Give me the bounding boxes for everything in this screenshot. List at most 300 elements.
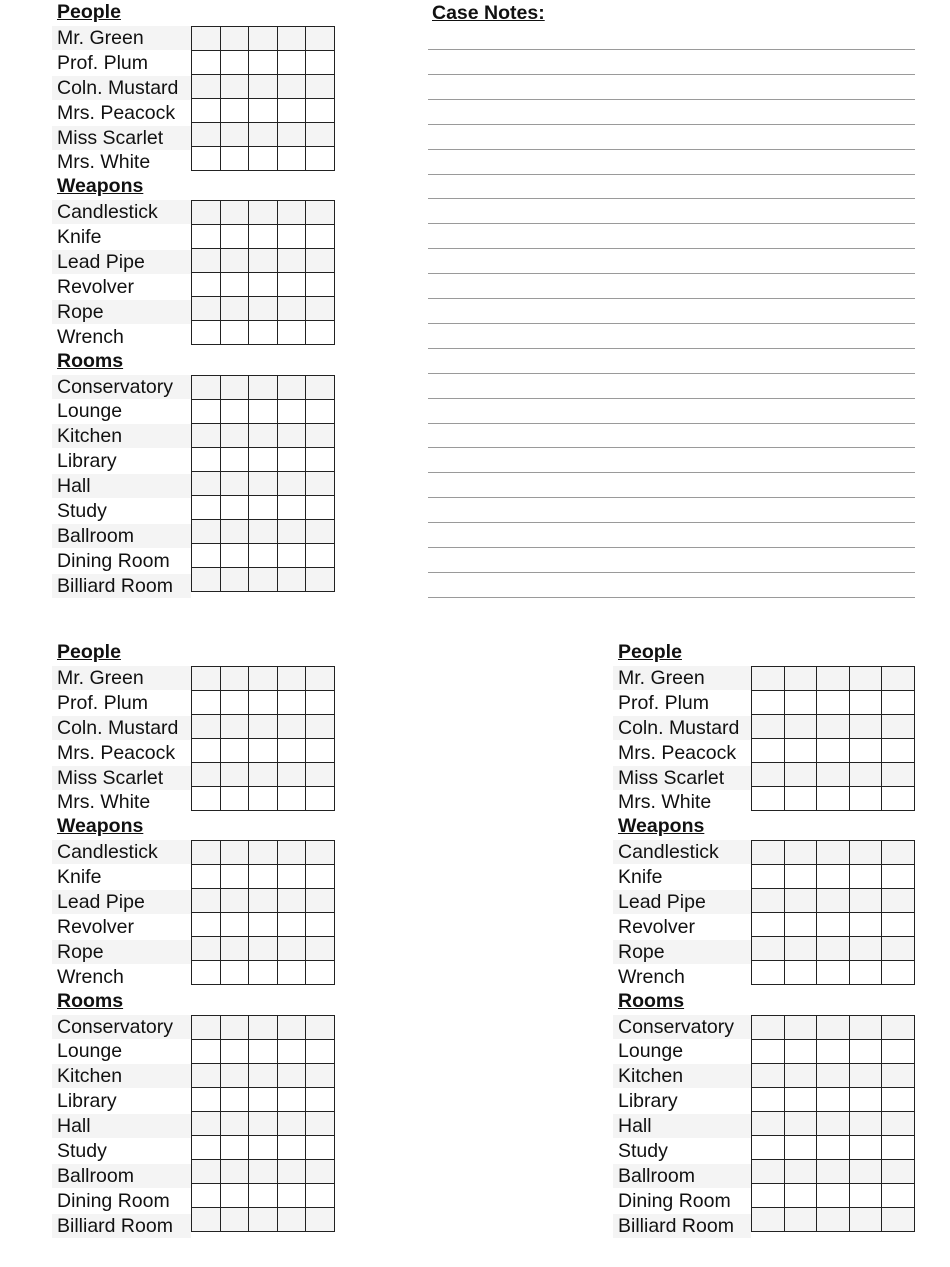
check-cell[interactable] [306, 495, 335, 519]
check-cell[interactable] [220, 1087, 249, 1111]
check-cell[interactable] [192, 1039, 221, 1063]
check-cell[interactable] [249, 471, 278, 495]
check-cell[interactable] [192, 1207, 221, 1231]
note-line[interactable] [428, 248, 915, 249]
check-cell[interactable] [784, 1207, 817, 1231]
check-cell[interactable] [849, 865, 882, 889]
check-cell[interactable] [752, 1039, 785, 1063]
check-cell[interactable] [849, 714, 882, 738]
note-line[interactable] [428, 373, 915, 374]
check-cell[interactable] [277, 738, 306, 762]
check-cell[interactable] [752, 865, 785, 889]
check-cell[interactable] [849, 1159, 882, 1183]
check-cell[interactable] [752, 1207, 785, 1231]
check-cell[interactable] [849, 913, 882, 937]
check-cell[interactable] [220, 273, 249, 297]
check-cell[interactable] [277, 225, 306, 249]
check-cell[interactable] [784, 1111, 817, 1135]
check-cell[interactable] [192, 738, 221, 762]
check-cell[interactable] [849, 1087, 882, 1111]
check-cell[interactable] [849, 961, 882, 985]
check-cell[interactable] [249, 74, 278, 98]
check-cell[interactable] [882, 889, 915, 913]
check-cell[interactable] [306, 423, 335, 447]
note-line[interactable] [428, 348, 915, 349]
check-cell[interactable] [249, 321, 278, 345]
check-cell[interactable] [784, 690, 817, 714]
check-cell[interactable] [220, 495, 249, 519]
check-cell[interactable] [784, 1039, 817, 1063]
check-cell[interactable] [882, 961, 915, 985]
check-cell[interactable] [277, 297, 306, 321]
check-cell[interactable] [277, 1039, 306, 1063]
check-cell[interactable] [882, 786, 915, 810]
note-line[interactable] [428, 323, 915, 324]
check-cell[interactable] [249, 786, 278, 810]
check-cell[interactable] [817, 1039, 850, 1063]
check-cell[interactable] [192, 567, 221, 591]
check-cell[interactable] [249, 1159, 278, 1183]
check-cell[interactable] [306, 1015, 335, 1039]
check-cell[interactable] [306, 98, 335, 122]
check-cell[interactable] [784, 1159, 817, 1183]
check-cell[interactable] [220, 74, 249, 98]
check-cell[interactable] [277, 841, 306, 865]
check-cell[interactable] [249, 913, 278, 937]
check-cell[interactable] [192, 1015, 221, 1039]
note-line[interactable] [428, 597, 915, 598]
check-cell[interactable] [306, 1087, 335, 1111]
check-cell[interactable] [306, 74, 335, 98]
check-cell[interactable] [752, 1111, 785, 1135]
check-cell[interactable] [220, 447, 249, 471]
check-cell[interactable] [277, 567, 306, 591]
check-cell[interactable] [249, 714, 278, 738]
note-line[interactable] [428, 149, 915, 150]
check-cell[interactable] [306, 375, 335, 399]
check-cell[interactable] [277, 690, 306, 714]
check-cell[interactable] [220, 1207, 249, 1231]
check-cell[interactable] [277, 865, 306, 889]
check-cell[interactable] [784, 865, 817, 889]
check-cell[interactable] [882, 1015, 915, 1039]
check-cell[interactable] [220, 1063, 249, 1087]
check-cell[interactable] [306, 201, 335, 225]
check-cell[interactable] [249, 1183, 278, 1207]
check-cell[interactable] [277, 249, 306, 273]
check-cell[interactable] [817, 762, 850, 786]
check-cell[interactable] [220, 937, 249, 961]
check-cell[interactable] [277, 495, 306, 519]
check-cell[interactable] [249, 1087, 278, 1111]
check-cell[interactable] [882, 841, 915, 865]
check-cell[interactable] [192, 1087, 221, 1111]
note-line[interactable] [428, 522, 915, 523]
check-cell[interactable] [192, 423, 221, 447]
check-cell[interactable] [277, 273, 306, 297]
check-cell[interactable] [752, 1063, 785, 1087]
check-cell[interactable] [784, 786, 817, 810]
check-cell[interactable] [277, 937, 306, 961]
check-cell[interactable] [849, 786, 882, 810]
check-cell[interactable] [277, 543, 306, 567]
note-line[interactable] [428, 49, 915, 50]
check-cell[interactable] [249, 762, 278, 786]
check-cell[interactable] [192, 714, 221, 738]
check-cell[interactable] [784, 1087, 817, 1111]
note-line[interactable] [428, 99, 915, 100]
check-cell[interactable] [784, 1063, 817, 1087]
check-cell[interactable] [192, 865, 221, 889]
check-cell[interactable] [306, 122, 335, 146]
check-cell[interactable] [249, 98, 278, 122]
check-cell[interactable] [882, 1207, 915, 1231]
check-cell[interactable] [192, 786, 221, 810]
check-cell[interactable] [220, 26, 249, 50]
check-cell[interactable] [192, 375, 221, 399]
check-cell[interactable] [849, 841, 882, 865]
check-cell[interactable] [220, 375, 249, 399]
check-cell[interactable] [220, 1159, 249, 1183]
check-cell[interactable] [220, 762, 249, 786]
check-cell[interactable] [752, 738, 785, 762]
check-cell[interactable] [249, 1039, 278, 1063]
check-cell[interactable] [882, 937, 915, 961]
check-cell[interactable] [249, 1135, 278, 1159]
check-cell[interactable] [249, 567, 278, 591]
check-cell[interactable] [817, 889, 850, 913]
check-cell[interactable] [306, 666, 335, 690]
check-cell[interactable] [249, 1207, 278, 1231]
check-cell[interactable] [277, 1015, 306, 1039]
note-line[interactable] [428, 298, 915, 299]
check-cell[interactable] [192, 543, 221, 567]
check-cell[interactable] [220, 1183, 249, 1207]
check-cell[interactable] [277, 74, 306, 98]
check-cell[interactable] [882, 1039, 915, 1063]
check-cell[interactable] [784, 937, 817, 961]
check-cell[interactable] [752, 1135, 785, 1159]
check-cell[interactable] [192, 249, 221, 273]
check-cell[interactable] [249, 249, 278, 273]
check-cell[interactable] [220, 471, 249, 495]
check-cell[interactable] [752, 961, 785, 985]
check-cell[interactable] [277, 714, 306, 738]
check-cell[interactable] [220, 865, 249, 889]
check-cell[interactable] [849, 762, 882, 786]
check-cell[interactable] [817, 841, 850, 865]
check-cell[interactable] [817, 666, 850, 690]
check-cell[interactable] [306, 297, 335, 321]
check-cell[interactable] [277, 1063, 306, 1087]
check-cell[interactable] [249, 1063, 278, 1087]
check-cell[interactable] [882, 913, 915, 937]
check-cell[interactable] [249, 865, 278, 889]
check-cell[interactable] [752, 1087, 785, 1111]
check-cell[interactable] [817, 690, 850, 714]
check-cell[interactable] [849, 738, 882, 762]
check-cell[interactable] [277, 1111, 306, 1135]
check-cell[interactable] [249, 1015, 278, 1039]
check-cell[interactable] [752, 889, 785, 913]
check-cell[interactable] [220, 321, 249, 345]
check-cell[interactable] [249, 375, 278, 399]
check-cell[interactable] [249, 738, 278, 762]
check-cell[interactable] [882, 690, 915, 714]
check-cell[interactable] [784, 738, 817, 762]
check-cell[interactable] [882, 865, 915, 889]
check-cell[interactable] [249, 519, 278, 543]
check-cell[interactable] [849, 666, 882, 690]
check-cell[interactable] [849, 1039, 882, 1063]
check-cell[interactable] [882, 1159, 915, 1183]
check-cell[interactable] [882, 738, 915, 762]
check-cell[interactable] [817, 714, 850, 738]
check-cell[interactable] [784, 666, 817, 690]
check-cell[interactable] [817, 865, 850, 889]
check-cell[interactable] [277, 913, 306, 937]
check-cell[interactable] [306, 447, 335, 471]
check-cell[interactable] [817, 1015, 850, 1039]
check-cell[interactable] [220, 889, 249, 913]
check-cell[interactable] [220, 146, 249, 170]
check-cell[interactable] [249, 889, 278, 913]
check-cell[interactable] [306, 50, 335, 74]
check-cell[interactable] [249, 495, 278, 519]
check-cell[interactable] [306, 738, 335, 762]
check-cell[interactable] [192, 762, 221, 786]
check-cell[interactable] [220, 1039, 249, 1063]
check-cell[interactable] [220, 738, 249, 762]
check-cell[interactable] [192, 471, 221, 495]
check-cell[interactable] [882, 666, 915, 690]
check-cell[interactable] [220, 913, 249, 937]
check-cell[interactable] [752, 786, 785, 810]
check-cell[interactable] [277, 399, 306, 423]
check-cell[interactable] [220, 519, 249, 543]
check-cell[interactable] [306, 889, 335, 913]
check-cell[interactable] [192, 146, 221, 170]
check-cell[interactable] [277, 471, 306, 495]
check-cell[interactable] [277, 98, 306, 122]
check-cell[interactable] [306, 399, 335, 423]
check-cell[interactable] [192, 201, 221, 225]
check-cell[interactable] [277, 889, 306, 913]
note-line[interactable] [428, 223, 915, 224]
check-cell[interactable] [306, 762, 335, 786]
check-cell[interactable] [882, 714, 915, 738]
note-line[interactable] [428, 398, 915, 399]
check-cell[interactable] [192, 841, 221, 865]
check-cell[interactable] [192, 225, 221, 249]
check-cell[interactable] [192, 26, 221, 50]
check-cell[interactable] [249, 225, 278, 249]
check-cell[interactable] [220, 543, 249, 567]
check-cell[interactable] [752, 1183, 785, 1207]
check-cell[interactable] [277, 321, 306, 345]
check-cell[interactable] [306, 146, 335, 170]
note-line[interactable] [428, 174, 915, 175]
check-cell[interactable] [306, 690, 335, 714]
check-cell[interactable] [784, 841, 817, 865]
check-cell[interactable] [220, 1015, 249, 1039]
check-cell[interactable] [192, 937, 221, 961]
check-cell[interactable] [849, 1183, 882, 1207]
check-cell[interactable] [249, 447, 278, 471]
check-cell[interactable] [817, 1135, 850, 1159]
note-line[interactable] [428, 423, 915, 424]
check-cell[interactable] [220, 690, 249, 714]
check-cell[interactable] [817, 1063, 850, 1087]
check-cell[interactable] [752, 690, 785, 714]
check-cell[interactable] [277, 375, 306, 399]
check-cell[interactable] [277, 26, 306, 50]
check-cell[interactable] [817, 786, 850, 810]
check-cell[interactable] [306, 567, 335, 591]
check-cell[interactable] [249, 1111, 278, 1135]
check-cell[interactable] [277, 447, 306, 471]
check-cell[interactable] [306, 865, 335, 889]
check-cell[interactable] [306, 321, 335, 345]
check-cell[interactable] [306, 1183, 335, 1207]
check-cell[interactable] [784, 961, 817, 985]
check-cell[interactable] [752, 714, 785, 738]
check-cell[interactable] [752, 762, 785, 786]
check-cell[interactable] [882, 1111, 915, 1135]
check-cell[interactable] [192, 961, 221, 985]
check-cell[interactable] [220, 714, 249, 738]
check-cell[interactable] [277, 1183, 306, 1207]
note-line[interactable] [428, 74, 915, 75]
check-cell[interactable] [249, 543, 278, 567]
check-cell[interactable] [249, 399, 278, 423]
note-line[interactable] [428, 547, 915, 548]
check-cell[interactable] [306, 1159, 335, 1183]
check-cell[interactable] [817, 1207, 850, 1231]
check-cell[interactable] [817, 961, 850, 985]
check-cell[interactable] [192, 1063, 221, 1087]
check-cell[interactable] [192, 98, 221, 122]
check-cell[interactable] [306, 1135, 335, 1159]
check-cell[interactable] [784, 762, 817, 786]
check-cell[interactable] [882, 1063, 915, 1087]
check-cell[interactable] [249, 201, 278, 225]
check-cell[interactable] [192, 447, 221, 471]
check-cell[interactable] [277, 1087, 306, 1111]
check-cell[interactable] [192, 321, 221, 345]
check-cell[interactable] [784, 889, 817, 913]
check-cell[interactable] [752, 841, 785, 865]
check-cell[interactable] [249, 690, 278, 714]
check-cell[interactable] [277, 1159, 306, 1183]
check-cell[interactable] [306, 273, 335, 297]
check-cell[interactable] [784, 1183, 817, 1207]
check-cell[interactable] [220, 1111, 249, 1135]
check-cell[interactable] [849, 937, 882, 961]
check-cell[interactable] [306, 1207, 335, 1231]
check-cell[interactable] [220, 399, 249, 423]
check-cell[interactable] [306, 937, 335, 961]
check-cell[interactable] [817, 1087, 850, 1111]
check-cell[interactable] [752, 1015, 785, 1039]
check-cell[interactable] [192, 50, 221, 74]
check-cell[interactable] [784, 1015, 817, 1039]
check-cell[interactable] [306, 841, 335, 865]
check-cell[interactable] [277, 666, 306, 690]
check-cell[interactable] [192, 273, 221, 297]
check-cell[interactable] [882, 762, 915, 786]
check-cell[interactable] [306, 1063, 335, 1087]
check-cell[interactable] [192, 1111, 221, 1135]
check-cell[interactable] [306, 961, 335, 985]
check-cell[interactable] [784, 714, 817, 738]
check-cell[interactable] [784, 913, 817, 937]
check-cell[interactable] [249, 122, 278, 146]
check-cell[interactable] [817, 1159, 850, 1183]
check-cell[interactable] [306, 471, 335, 495]
check-cell[interactable] [277, 1207, 306, 1231]
check-cell[interactable] [882, 1183, 915, 1207]
check-cell[interactable] [220, 122, 249, 146]
check-cell[interactable] [306, 1039, 335, 1063]
check-cell[interactable] [277, 146, 306, 170]
check-cell[interactable] [849, 690, 882, 714]
check-cell[interactable] [192, 690, 221, 714]
check-cell[interactable] [277, 201, 306, 225]
check-cell[interactable] [249, 666, 278, 690]
check-cell[interactable] [277, 762, 306, 786]
check-cell[interactable] [192, 519, 221, 543]
check-cell[interactable] [249, 423, 278, 447]
check-cell[interactable] [220, 666, 249, 690]
check-cell[interactable] [192, 913, 221, 937]
check-cell[interactable] [277, 519, 306, 543]
check-cell[interactable] [817, 738, 850, 762]
check-cell[interactable] [192, 1135, 221, 1159]
note-line[interactable] [428, 198, 915, 199]
check-cell[interactable] [220, 297, 249, 321]
check-cell[interactable] [192, 1183, 221, 1207]
check-cell[interactable] [249, 961, 278, 985]
check-cell[interactable] [220, 1135, 249, 1159]
note-line[interactable] [428, 572, 915, 573]
check-cell[interactable] [192, 399, 221, 423]
check-cell[interactable] [752, 937, 785, 961]
check-cell[interactable] [306, 225, 335, 249]
note-line[interactable] [428, 447, 915, 448]
check-cell[interactable] [752, 666, 785, 690]
check-cell[interactable] [220, 423, 249, 447]
check-cell[interactable] [249, 50, 278, 74]
check-cell[interactable] [220, 567, 249, 591]
check-cell[interactable] [277, 786, 306, 810]
check-cell[interactable] [220, 961, 249, 985]
check-cell[interactable] [277, 423, 306, 447]
check-cell[interactable] [192, 495, 221, 519]
check-cell[interactable] [849, 889, 882, 913]
check-cell[interactable] [882, 1135, 915, 1159]
check-cell[interactable] [220, 50, 249, 74]
check-cell[interactable] [306, 249, 335, 273]
check-cell[interactable] [277, 122, 306, 146]
check-cell[interactable] [752, 1159, 785, 1183]
check-cell[interactable] [306, 543, 335, 567]
check-cell[interactable] [249, 273, 278, 297]
check-cell[interactable] [784, 1135, 817, 1159]
check-cell[interactable] [220, 98, 249, 122]
check-cell[interactable] [249, 841, 278, 865]
check-cell[interactable] [817, 1111, 850, 1135]
